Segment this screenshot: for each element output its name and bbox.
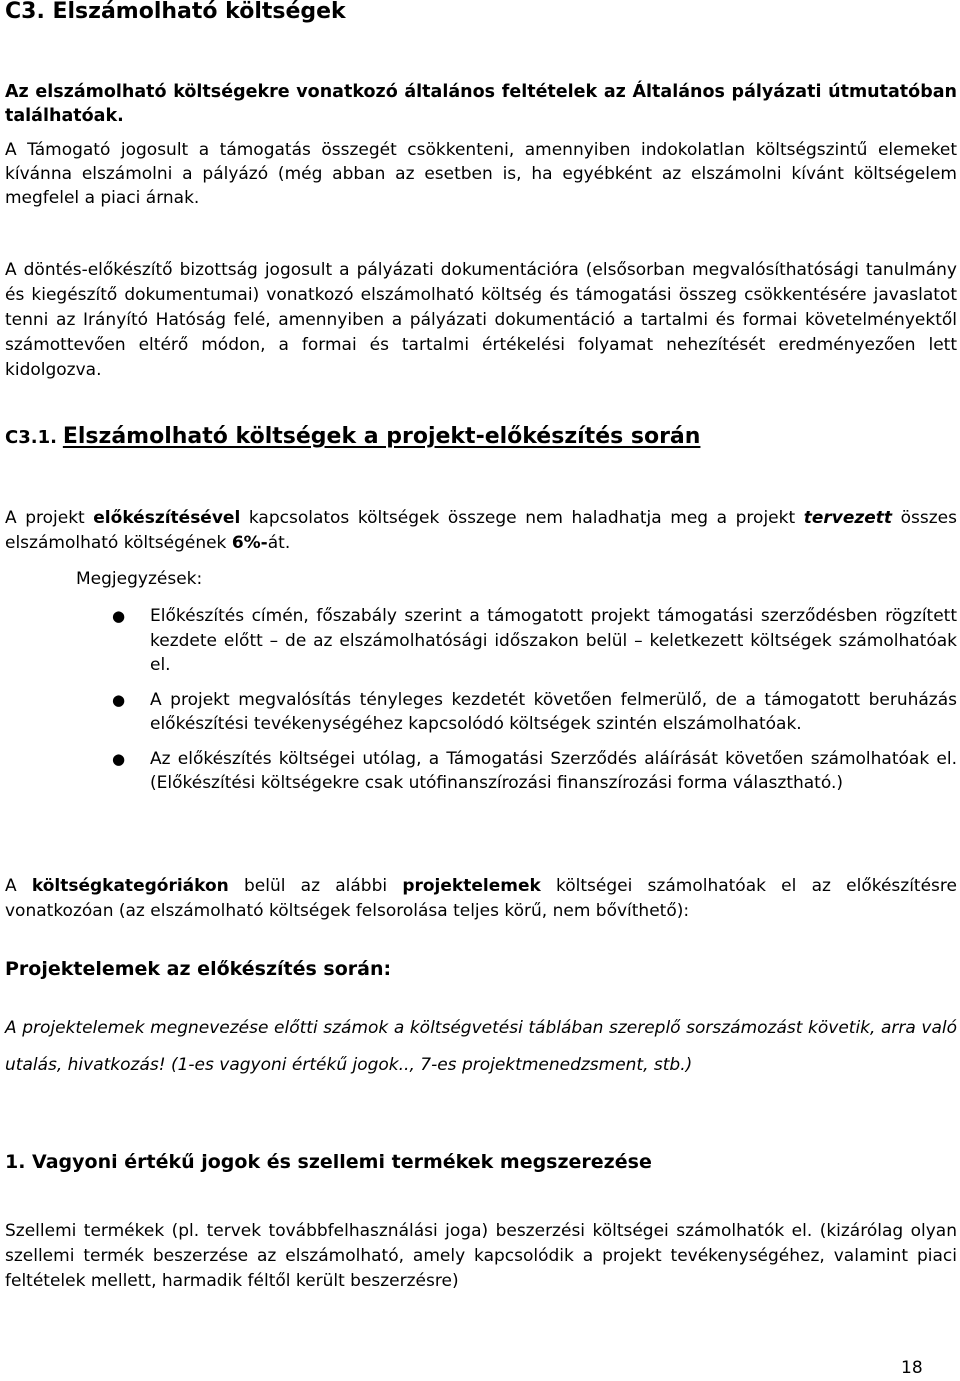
- preparation-text-2: kapcsolatos költségek összege nem haladhatja meg a projekt: [240, 508, 804, 528]
- elements-heading: Projektelemek az előkészítés során:: [5, 958, 392, 980]
- preparation-bolditalic: tervezett: [803, 508, 893, 528]
- list-item: [5, 747, 957, 796]
- lead-paragraph: Az elszámolható költségekre vonatkozó általános feltételek az Általános pályázati útmutatóban találhatóak.: [5, 82, 957, 126]
- item1-paragraph: Szellemi termékek (pl. tervek továbbfelhasználási joga) beszerzési költségei számolhatók el. (kizárólag olyan szellemi termék beszerzése az elszámolható, amely kapcsolódik a projekt tevékenységéhez, valamint piaci feltételek mellett, harmadik féltől került beszerzésre): [5, 1221, 957, 1291]
- section-title: C3. Elszámolható költségek: [5, 0, 346, 24]
- preparation-paragraph: [5, 506, 957, 556]
- preparation-text-4: át.: [267, 533, 291, 553]
- list-item: [5, 688, 957, 737]
- page-number: 18: [901, 1358, 923, 1378]
- bullet-icon: ●: [112, 690, 126, 709]
- list-item-text: A projekt megvalósítás tényleges kezdetét követően felmerülő, de a támogatott beruházás előkészítési tevékenységéhez kapcsolódó költségek szintén elszámolhatóak.: [150, 689, 957, 734]
- list-item-text: Előkészítés címén, főszabály szerint a támogatott projekt támogatási szerződésben rögzített kezdete előtt – de az elszámolhatósági időszakon belül – keletkezett költségek számolhatóak el.: [150, 606, 957, 675]
- categories-text-3: költségei számolhatóak el az előkészítésre vonatkozóan (az elszámolható költségek felsorolása teljes körű, nem bővíthető):: [5, 876, 957, 921]
- subsection-heading: [5, 422, 700, 453]
- preparation-text-1: A projekt: [5, 508, 94, 528]
- list-item: [5, 604, 957, 678]
- categories-text-2: belül az alábbi: [228, 876, 403, 896]
- item1-heading: 1. Vagyoni értékű jogok és szellemi termékek megszerezése: [5, 1151, 652, 1173]
- categories-text-1: A: [5, 876, 32, 896]
- list-item-text: Az előkészítés költségei utólag, a Támogatási Szerződés aláírását követően számolhatóak el. (Előkészítési költségekre csak utófinanszírozási finanszírozási forma választható.): [150, 748, 957, 793]
- elements-note: A projektelemek megnevezése előtti számok a költségvetési táblában szereplő sorszámozást követik, arra való utalás, hivatkozás! (1-es vagyoni értékű jogok.., 7-es projektmenedzsment, stb.): [5, 1018, 957, 1075]
- preparation-text-3: összes elszámolható költségének: [5, 508, 957, 553]
- notes-list: [5, 604, 957, 806]
- categories-paragraph: [5, 874, 957, 923]
- categories-bold-2: projektelemek: [402, 876, 541, 896]
- preparation-bold-2: 6%-: [231, 533, 268, 553]
- committee-paragraph: A döntés-előkészítő bizottság jogosult a pályázati dokumentációra (elsősorban megvalósíthatósági tanulmány és kiegészítő dokumentumai) vonatkozó elszámolható költség és támogatási összeg csökkentésére javaslatot tenni az Irányító Hatóság felé, amennyiben a pályázati dokumentáció a tartalmi és formai követelményektől számottevően eltérő módon, a formai és tartalmi értékelési folyamat nehezítését eredményezően lett kidolgozva.: [5, 260, 957, 380]
- support-paragraph: A Támogató jogosult a támogatás összegét csökkenteni, amennyiben indokolatlan költségszintű elemeket kívánna elszámolni a pályázó (még abban az esetben is, ha egyébként az elszámolni kívánt költségelem megfelel a piaci árnak.: [5, 140, 957, 208]
- subsection-title: Elszámolható költségek a projekt-előkészítés során: [62, 424, 701, 449]
- subsection-number: C3.1.: [5, 427, 57, 448]
- notes-label: Megjegyzések:: [76, 569, 203, 589]
- preparation-bold-1: előkészítésével: [93, 508, 241, 528]
- bullet-icon: ●: [112, 607, 126, 625]
- bullet-icon: ●: [112, 749, 126, 768]
- categories-bold-1: költségkategóriákon: [31, 876, 229, 896]
